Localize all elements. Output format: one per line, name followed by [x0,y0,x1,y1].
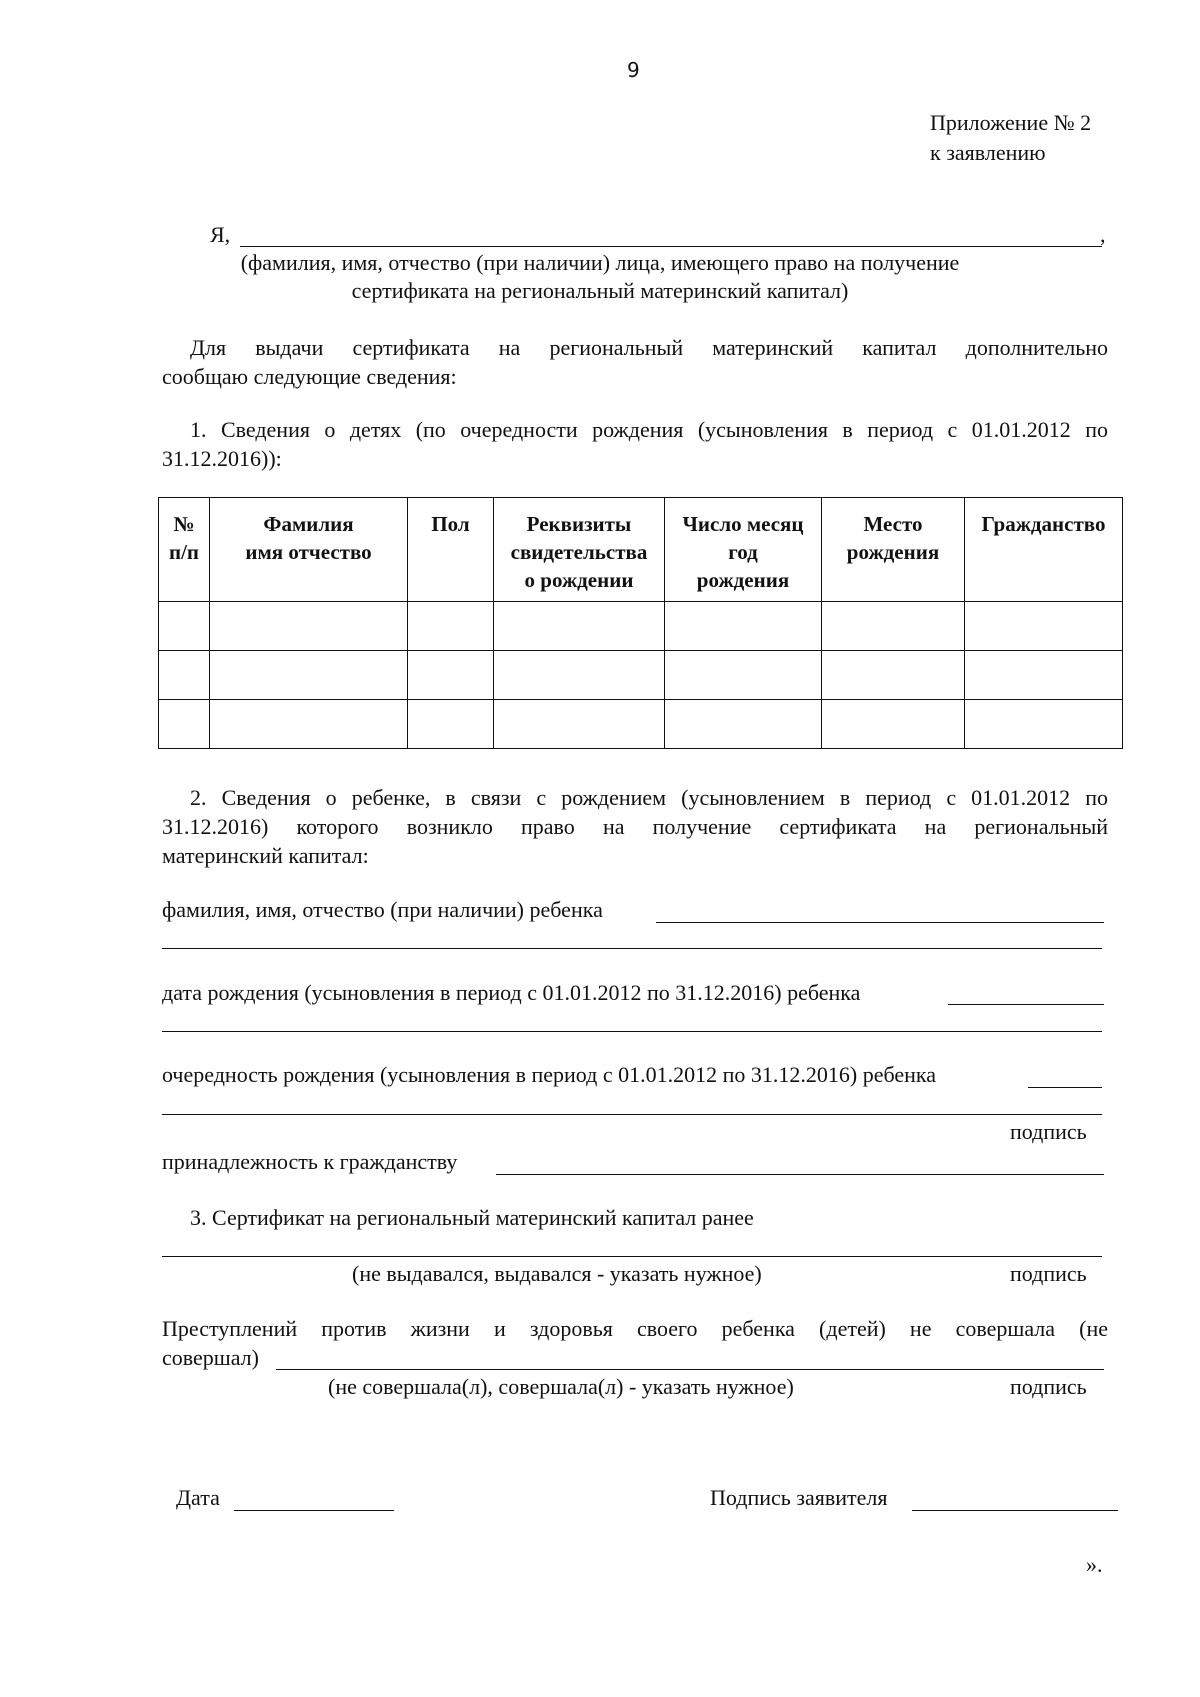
table-header-row [159,498,1123,602]
header-text: рождения [846,540,940,564]
intro-line-2: сообщаю следующие сведения: [162,364,457,389]
child-birth-date-field-continued[interactable] [162,1031,1102,1032]
crimes-status-hint: (не совершала(л), совершала(л) - указать нужное) [328,1374,794,1399]
crimes-status-field[interactable] [276,1369,1104,1370]
header-text: Число месяц [682,512,804,536]
table-cell[interactable] [159,651,210,700]
child-signature-label: подпись [1010,1119,1087,1144]
header-cell-number [159,498,210,602]
appendix-title: Приложение № 2 [930,110,1092,135]
table-cell[interactable] [822,602,965,651]
header-cell-birth-date [665,498,822,602]
table-cell[interactable] [210,602,408,651]
child-birth-date-label: дата рождения (усыновления в период с 01.01.2012 по 31.12.2016) ребенка [162,980,861,1005]
crimes-signature-label: подпись [1010,1374,1087,1399]
applicant-prefix: Я, [210,222,231,247]
header-text: Фамилия [263,512,354,536]
table-cell[interactable] [965,602,1123,651]
date-label: Дата [176,1485,220,1510]
header-text: Место [863,512,923,536]
child-birth-date-field[interactable] [948,1004,1104,1005]
table-cell[interactable] [210,700,408,749]
section1-line-1: 1. Сведения о детях (по очередности рождения (усыновления в период с 01.01.2012 по [190,417,1108,442]
section1-line-2: 31.12.2016)): [162,446,282,471]
table-cell[interactable] [965,651,1123,700]
header-text: свидетельства [510,540,648,564]
applicant-name-field[interactable] [240,246,1102,247]
page-number: 9 [627,58,640,82]
table-cell[interactable] [665,651,822,700]
header-text: п/п [168,540,200,564]
table-cell[interactable] [822,700,965,749]
citizenship-field[interactable] [496,1174,1104,1175]
crimes-line-1: Преступлений против жизни и здоровья своего ребенка (детей) не совершала (не [162,1316,1108,1341]
certificate-status-field[interactable] [162,1256,1102,1257]
table-cell[interactable] [822,651,965,700]
table-row [159,700,1123,749]
citizenship-label: принадлежность к гражданству [162,1149,458,1174]
header-cell-citizenship [965,498,1123,602]
table-cell[interactable] [494,651,665,700]
appendix-subtitle: к заявлению [930,140,1046,165]
crimes-line-2: совершал) [162,1345,259,1370]
section2-line-2: 31.12.2016) которого возникло право на получение сертификата на региональный [162,814,1108,839]
applicant-comma: , [1100,222,1106,247]
applicant-hint-line-2: сертификата на региональный материнский капитал) [351,278,849,303]
header-text: Реквизиты [526,512,632,536]
certificate-signature-label: подпись [1010,1261,1087,1286]
child-birth-order-field[interactable] [1028,1087,1102,1088]
applicant-signature-label: Подпись заявителя [710,1485,888,1510]
section2-line-1: 2. Сведения о ребенке, в связи с рождением (усыновлением в период с 01.01.2012 по [190,785,1108,810]
header-text: о рождении [524,568,634,592]
table-cell[interactable] [965,700,1123,749]
table-row [159,602,1123,651]
date-field[interactable] [234,1510,394,1511]
child-fio-field[interactable] [656,922,1104,923]
child-fio-field-continued[interactable] [162,948,1102,949]
applicant-signature-field[interactable] [912,1510,1118,1511]
header-text: имя отчество [245,540,372,564]
child-birth-order-label: очередность рождения (усыновления в период с 01.01.2012 по 31.12.2016) ребенка [162,1062,937,1087]
child-signature-line[interactable] [162,1114,1102,1115]
section2-line-3: материнский капитал: [162,843,369,868]
table-cell[interactable] [408,602,494,651]
applicant-hint-line-1: (фамилия, имя, отчество (при наличии) лица, имеющего право на получение [240,250,960,275]
section3-line-1: 3. Сертификат на региональный материнский капитал ранее [190,1205,754,1230]
table-cell[interactable] [408,651,494,700]
header-text: рождения [696,568,790,592]
header-text: № [173,512,195,536]
table-row [159,651,1123,700]
header-text: Гражданство [981,512,1106,536]
header-cell-sex [408,498,494,602]
table-cell[interactable] [210,651,408,700]
header-cell-birth-place [822,498,965,602]
certificate-status-hint: (не выдавался, выдавался - указать нужное) [352,1261,762,1286]
children-table [158,497,1123,749]
table-cell[interactable] [159,700,210,749]
header-text: Пол [431,512,470,536]
table-cell[interactable] [494,602,665,651]
table-cell[interactable] [665,602,822,651]
intro-line-1: Для выдачи сертификата на региональный материнский капитал дополнительно [190,335,1108,360]
table-cell[interactable] [408,700,494,749]
header-cell-certificate [494,498,665,602]
table-cell[interactable] [494,700,665,749]
header-text: год [728,540,758,564]
header-cell-full-name [210,498,408,602]
table-cell[interactable] [159,602,210,651]
table-cell[interactable] [665,700,822,749]
child-fio-label: фамилия, имя, отчество (при наличии) ребенка [162,897,603,922]
closing-quote-mark: ». [1086,1552,1103,1577]
